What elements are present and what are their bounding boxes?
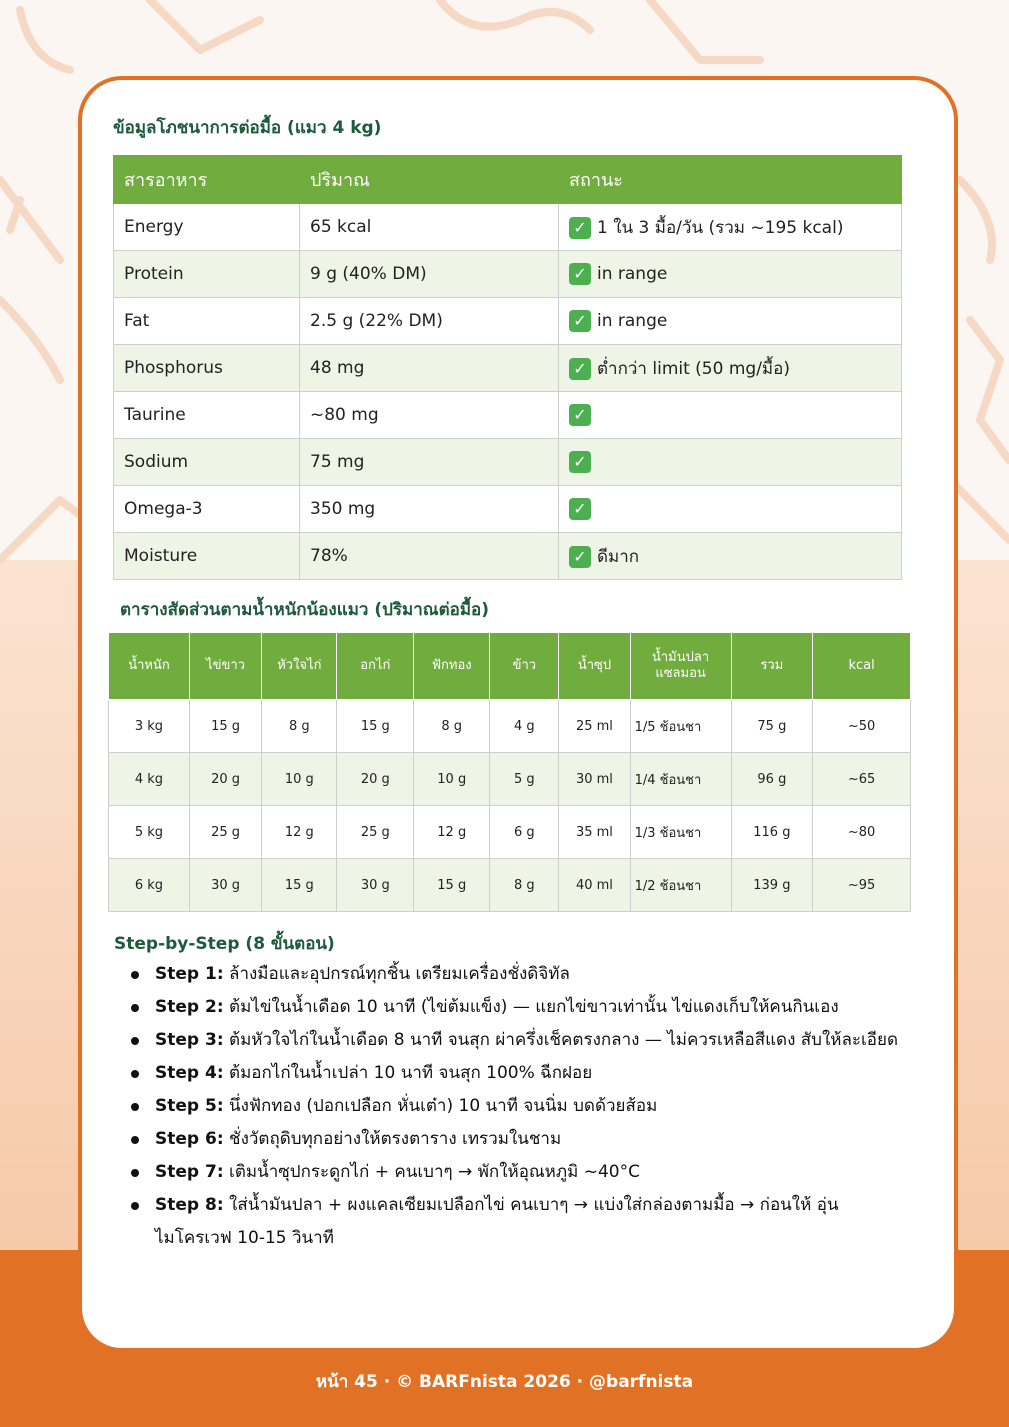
table-cell: 96 g (731, 753, 813, 806)
table-cell: 4 g (490, 700, 559, 753)
status-text: in range (597, 311, 668, 331)
table-row (109, 806, 911, 859)
step-text: ล้างมือและอุปกรณ์ทุกชิ้น เตรียมเครื่องชั่งดิจิทัล (229, 964, 570, 984)
table-cell: 75 g (731, 700, 813, 753)
table-row (114, 345, 902, 392)
table-cell: 30 g (189, 859, 261, 912)
step-label: Step 1: (155, 964, 224, 984)
check-mark-icon: ✓ (569, 498, 591, 520)
step-text: ใส่น้ำมันปลา + ผงแคลเซียมเปลือกไข่ คนเบาๆ → แบ่งใส่กล่องตามมื้อ → ก่อนให้ อุ่นไมโครเวฟ 10-15 วินาที (155, 1195, 839, 1248)
table-cell: 10 g (262, 753, 337, 806)
table-header-row (114, 156, 902, 204)
table-row (114, 439, 902, 486)
table-row (114, 392, 902, 439)
check-mark-icon: ✓ (569, 451, 591, 473)
page-footer: หน้า 45 · © BARFnista 2026 · @barfnista (315, 1372, 694, 1392)
table-cell-amount: 9 g (40% DM) (300, 251, 559, 298)
steps-title: Step-by-Step (8 ขั้นตอน) (114, 934, 335, 954)
table-cell: 8 g (262, 700, 337, 753)
table-cell: 1/2 ช้อนชา (630, 859, 731, 912)
table-row (114, 251, 902, 298)
table-cell-status (559, 533, 902, 580)
table-cell: 5 g (490, 753, 559, 806)
status-text: ดีมาก (597, 546, 640, 567)
table-cell: 30 g (337, 859, 414, 912)
table-cell: 1/4 ช้อนชา (630, 753, 731, 806)
table-row (109, 700, 911, 753)
table-cell: 6 kg (109, 859, 190, 912)
table-cell-status (559, 251, 902, 298)
table-cell-nutrient: Omega-3 (114, 486, 300, 533)
column-header: ไข่ขาว (189, 633, 261, 700)
table-cell: 3 kg (109, 700, 190, 753)
column-header: ปริมาณ (300, 156, 559, 204)
table-cell: 35 ml (559, 806, 630, 859)
table-cell: 15 g (262, 859, 337, 912)
nutrition-title: ข้อมูลโภชนาการต่อมื้อ (แมว 4 kg) (113, 118, 382, 138)
table-cell: 15 g (414, 859, 490, 912)
table-cell: 10 g (414, 753, 490, 806)
table-cell: 15 g (337, 700, 414, 753)
list-item (120, 1189, 900, 1255)
column-header: ข้าว (490, 633, 559, 700)
column-header: น้ำหนัก (109, 633, 190, 700)
step-label: Step 4: (155, 1063, 224, 1083)
step-text: ต้มหัวใจไก่ในน้ำเดือด 8 นาที จนสุก ผ่าครึ่งเช็คตรงกลาง — ไม่ควรเหลือสีแดง สับให้ละเอียด (229, 1030, 899, 1050)
table-cell-amount: ~80 mg (300, 392, 559, 439)
table-cell-amount: 350 mg (300, 486, 559, 533)
step-label: Step 2: (155, 997, 224, 1017)
table-row (114, 298, 902, 345)
nutrition-table (113, 155, 902, 580)
step-label: Step 6: (155, 1129, 224, 1149)
table-cell: ~80 (813, 806, 911, 859)
column-header: หัวใจไก่ (262, 633, 337, 700)
step-text: นึ่งฟักทอง (ปอกเปลือก หั่นเต๋า) 10 นาที จนนิ่ม บดด้วยส้อม (229, 1096, 658, 1116)
table-cell-nutrient: Taurine (114, 392, 300, 439)
table-cell: 116 g (731, 806, 813, 859)
table-cell-nutrient: Energy (114, 204, 300, 251)
table-cell: 20 g (337, 753, 414, 806)
table-header-row (109, 633, 911, 700)
check-mark-icon: ✓ (569, 263, 591, 285)
table-cell: 40 ml (559, 859, 630, 912)
table-cell-status (559, 439, 902, 486)
list-item (120, 958, 900, 991)
column-header: น้ำซุป (559, 633, 630, 700)
table-cell-status (559, 486, 902, 533)
status-text: in range (597, 264, 668, 284)
table-cell-status (559, 204, 902, 251)
column-header: อกไก่ (337, 633, 414, 700)
column-header: kcal (813, 633, 911, 700)
ratio-title: ตารางสัดส่วนตามน้ำหนักน้องแมว (ปริมาณต่อมื้อ) (120, 600, 490, 620)
list-item (120, 1057, 900, 1090)
table-cell-nutrient: Protein (114, 251, 300, 298)
step-label: Step 8: (155, 1195, 224, 1215)
column-header: ฟักทอง (414, 633, 490, 700)
table-cell-amount: 48 mg (300, 345, 559, 392)
step-text: ต้มอกไก่ในน้ำเปล่า 10 นาที จนสุก 100% ฉีกฝอย (229, 1063, 593, 1083)
table-cell-status (559, 298, 902, 345)
status-text: 1 ใน 3 มื้อ/วัน (รวม ~195 kcal) (597, 217, 844, 238)
table-cell: 8 g (414, 700, 490, 753)
column-header: สถานะ (559, 156, 902, 204)
steps-list (120, 958, 900, 1255)
step-text: ชั่งวัตถุดิบทุกอย่างให้ตรงตาราง เทรวมในชาม (229, 1129, 562, 1149)
table-cell-nutrient: Fat (114, 298, 300, 345)
table-cell: 25 g (337, 806, 414, 859)
check-mark-icon: ✓ (569, 404, 591, 426)
list-item (120, 1090, 900, 1123)
table-cell: 30 ml (559, 753, 630, 806)
table-cell: 5 kg (109, 806, 190, 859)
table-row (114, 533, 902, 580)
step-text: ต้มไข่ในน้ำเดือด 10 นาที (ไข่ต้มแข็ง) — แยกไข่ขาวเท่านั้น ไข่แดงเก็บให้คนกินเอง (229, 997, 839, 1017)
column-header: รวม (731, 633, 813, 700)
list-item (120, 1156, 900, 1189)
table-cell-nutrient: Phosphorus (114, 345, 300, 392)
table-cell-status (559, 345, 902, 392)
table-row (109, 859, 911, 912)
table-cell: 25 ml (559, 700, 630, 753)
check-mark-icon: ✓ (569, 546, 591, 568)
check-mark-icon: ✓ (569, 358, 591, 380)
table-row (114, 486, 902, 533)
column-header: น้ำมันปลา แซลมอน (630, 633, 731, 700)
table-cell: 8 g (490, 859, 559, 912)
table-cell-amount: 75 mg (300, 439, 559, 486)
table-cell-amount: 65 kcal (300, 204, 559, 251)
table-cell-nutrient: Sodium (114, 439, 300, 486)
step-label: Step 7: (155, 1162, 224, 1182)
column-header: สารอาหาร (114, 156, 300, 204)
step-label: Step 5: (155, 1096, 224, 1116)
table-cell: 1/5 ช้อนชา (630, 700, 731, 753)
table-cell: 25 g (189, 806, 261, 859)
table-cell: ~95 (813, 859, 911, 912)
list-item (120, 1024, 900, 1057)
table-cell: 139 g (731, 859, 813, 912)
table-cell-amount: 78% (300, 533, 559, 580)
list-item (120, 1123, 900, 1156)
table-cell: ~65 (813, 753, 911, 806)
table-cell-status (559, 392, 902, 439)
table-cell: 15 g (189, 700, 261, 753)
step-label: Step 3: (155, 1030, 224, 1050)
check-mark-icon: ✓ (569, 217, 591, 239)
table-cell: 4 kg (109, 753, 190, 806)
table-cell-amount: 2.5 g (22% DM) (300, 298, 559, 345)
table-cell: 20 g (189, 753, 261, 806)
ratio-table (108, 632, 911, 912)
table-cell: ~50 (813, 700, 911, 753)
table-row (109, 753, 911, 806)
list-item (120, 991, 900, 1024)
table-cell: 1/3 ช้อนชา (630, 806, 731, 859)
table-row (114, 204, 902, 251)
status-text: ต่ำกว่า limit (50 mg/มื้อ) (597, 358, 790, 379)
table-cell: 6 g (490, 806, 559, 859)
table-cell: 12 g (414, 806, 490, 859)
step-text: เติมน้ำซุปกระดูกไก่ + คนเบาๆ → พักให้อุณหภูมิ ~40°C (229, 1162, 640, 1182)
table-cell: 12 g (262, 806, 337, 859)
check-mark-icon: ✓ (569, 310, 591, 332)
table-cell-nutrient: Moisture (114, 533, 300, 580)
